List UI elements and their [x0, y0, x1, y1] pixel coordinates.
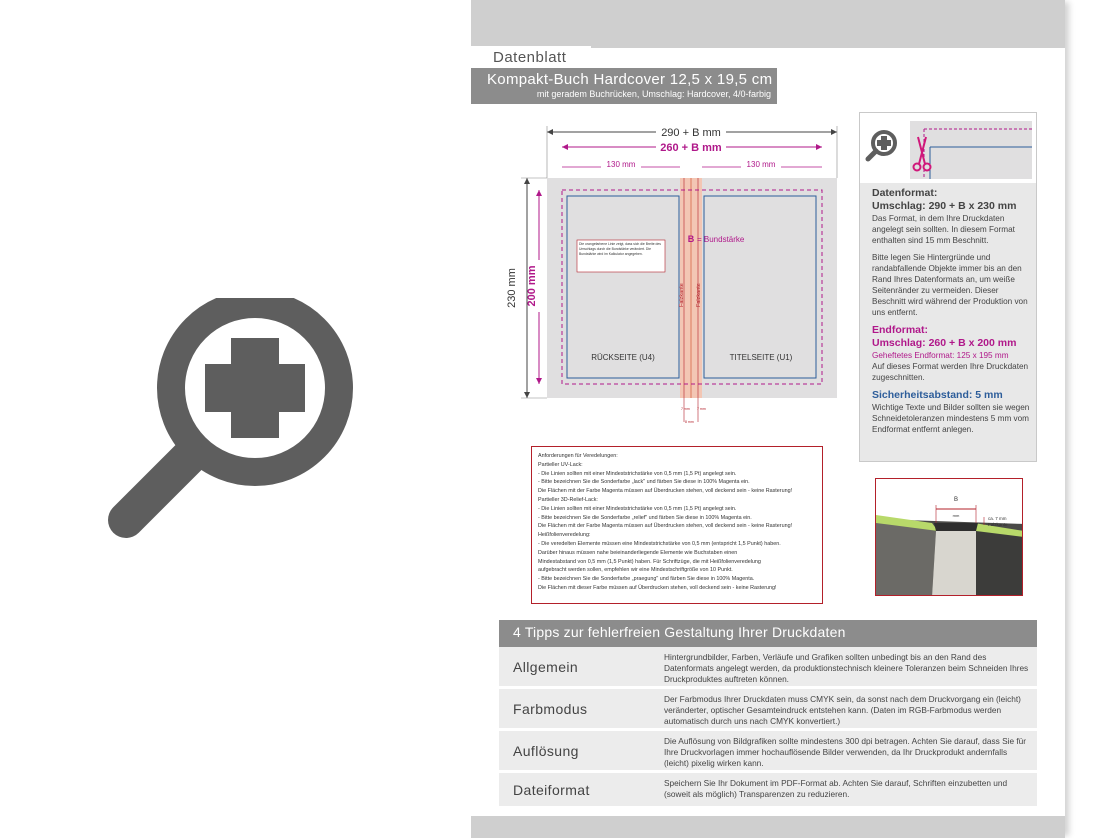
data-format-text: Das Format, in dem Ihre Druckdaten angelegt sein sollten. In diesem Format enthalten sind 15 mm Beschnitt. [872, 214, 1015, 245]
tiny-dim-3: 8 mm [685, 420, 694, 424]
zoom-in-icon[interactable] [108, 298, 358, 548]
small-note: Die orangefarbene Linie zeigt, dass sich die Breite des Umschlags durch die Bundstärke verändert. Die Bundstärke wird im Kalkulator angegeben. [579, 242, 661, 256]
cover-diagram [471, 112, 851, 432]
note-line: - Bitte bezeichnen Sie die Sonderfarbe „lack" und färben Sie diese in 100% Magenta ein. [538, 479, 750, 486]
photo-dim: ca. 7 mm [988, 516, 1007, 521]
note-line: Heißfolienveredelung: [538, 532, 591, 539]
tip-label: Auflösung [513, 743, 579, 759]
tip-text: Speichern Sie Ihr Dokument im PDF-Format ab. Achten Sie darauf, Schriften einzubetten und (soweit als möglich) Transparenzen zu reduzieren. [664, 778, 1008, 799]
tiny-dim-1: 7 mm [681, 407, 690, 411]
note-line: Partieller UV-Lack: [538, 461, 583, 468]
note-line: - Die veredelten Elemente müssen eine Mindeststrichstärke von 0,5 mm (entspricht 1,5 Punkt) haben. [538, 540, 781, 547]
tip-row [499, 647, 1037, 689]
fold-label-right: Falzkante [696, 283, 702, 307]
end-format-text: Auf dieses Format werden Ihre Druckdaten zugeschnitten. [872, 362, 1029, 382]
tip-row [499, 731, 1037, 773]
note-line: Anforderungen für Veredelungen: [538, 453, 618, 459]
photo-mm: mm [952, 513, 960, 518]
title-bar [471, 68, 777, 104]
spine-detail-photo [875, 478, 1023, 596]
dim-half-left: 130 mm [606, 160, 636, 169]
bottom-band [471, 816, 1065, 838]
back-cover-label: RÜCKSEITE (U4) [591, 353, 655, 362]
end-format-value: Umschlag: 260 + B x 200 mm [872, 337, 1017, 349]
format-thumbnail[interactable] [860, 113, 1036, 183]
photo-fold: Falzkante [988, 522, 1008, 527]
dim-outer: 290 + B mm [661, 127, 721, 139]
tip-label: Allgemein [513, 659, 579, 675]
tip-text: Die Auflösung von Bildgrafiken sollte mindestens 300 dpi betragen. Achten Sie darauf, dass Sie für Ihre Druckvorlagen immer hochauflösende Bilder verwenden, da Ihr Druckprodukt andernfalls (leicht) pixelig wirken kann. [664, 736, 1027, 768]
note-line: Die Flächen mit der Farbe Magenta müssen auf Überdrucken stehen, voll deckend sein - keine Rasterung! [538, 523, 793, 530]
data-format-value: Umschlag: 290 + B x 230 mm [872, 200, 1017, 212]
finishing-requirements-box [531, 446, 823, 604]
tips-heading: 4 Tipps zur fehlerfreien Gestaltung Ihrer Druckdaten [499, 620, 1037, 647]
spine-b: B [687, 234, 695, 244]
safety-text: Wichtige Texte und Bilder sollten sie wegen Schneidetoleranzen mindestens 5 mm vom Endformat entfernt anlegen. [872, 403, 1030, 434]
end-format-heading: Endformat: [872, 324, 928, 336]
note-line: - Die Linien sollten mit einer Mindeststrichstärke von 0,5 mm (1,5 Pt) angelegt sein. [538, 470, 737, 477]
tip-label: Dateiformat [513, 782, 590, 798]
tip-row [499, 773, 1037, 809]
front-cover-label: TITELSEITE (U1) [729, 353, 793, 362]
stapled-format: Geheftetes Endformat: 125 x 195 mm [872, 351, 1009, 360]
dim-height-outer: 230 mm [506, 268, 518, 308]
doc-tag: Datenblatt [471, 46, 591, 68]
doc-title: Kompakt-Buch Hardcover 12,5 x 19,5 cm [487, 71, 773, 88]
top-band [471, 0, 1065, 48]
dim-height-inner: 200 mm [526, 265, 538, 307]
data-format-heading: Datenformat: [872, 187, 938, 199]
datasheet-page [471, 0, 1065, 838]
note-line: - Bitte bezeichnen Sie die Sonderfarbe „relief" und färben Sie diese in 100% Magenta ein. [538, 514, 752, 521]
tips-table [499, 620, 1037, 816]
dim-inner: 260 + B mm [660, 142, 722, 154]
tip-text: Der Farbmodus Ihrer Druckdaten muss CMYK sein, da sonst nach dem Druckvorgang ein (leicht) veränderter, optischer Gesamteindruck entstehen kann. (Daten im RGB-Farbmodus werden automatisch durch uns nach CMYK konvertiert.) [664, 694, 1021, 726]
note-line: Die Flächen mit der Farbe Magenta müssen auf Überdrucken stehen, voll deckend sein - keine Rasterung! [538, 488, 793, 495]
spine-label: = Bundstärke [697, 235, 745, 244]
fold-label-left: Falzkante [679, 283, 685, 307]
note-line: Mindestabstand von 0,5 mm (1,5 Punkt) haben. Für Schriftzüge, die mit Heißfolienveredelung [538, 558, 761, 565]
note-line: Die Flächen mit dieser Farbe müssen auf Überdrucken stehen, voll deckend sein - keine Rasterung! [538, 584, 777, 591]
tiny-dim-2: 7 mm [697, 407, 706, 411]
dim-half-right: 130 mm [746, 160, 776, 169]
note-line: Partieller 3D-Relief-Lack: [538, 496, 598, 503]
format-info-panel [859, 112, 1037, 462]
note-line: - Die Linien sollten mit einer Mindeststrichstärke von 0,5 mm (1,5 Pt) angelegt sein. [538, 505, 737, 512]
note-line: aufgebracht werden sollen, empfehlen wir eine Mindestschriftgröße von 10 Punkt. [538, 567, 733, 574]
tip-row [499, 689, 1037, 731]
tip-text: Hintergrundbilder, Farben, Verläufe und Grafiken sollten unbedingt bis an den Rand des Datenformats angelegt werden, da produktionstechnisch kleinere Toleranzen beim Schneiden Ihres Druckproduktes auftreten können. [664, 652, 1029, 684]
bleed-text: Bitte legen Sie Hintergründe und randabfallende Objekte immer bis an den Rand Ihres Datenformats an, um weiße Seitenränder zu vermeiden. Dieser Beschnitt wird während der Produktion von uns entfernt. [872, 253, 1028, 317]
doc-subtitle: mit geradem Buchrücken, Umschlag: Hardcover, 4/0-farbig [536, 89, 771, 99]
note-line: - Bitte bezeichnen Sie die Sonderfarbe „praegung" und färben Sie diese in 100% Magenta. [538, 576, 755, 583]
note-line: Darüber hinaus müssen nahe beieinanderliegende Elemente wie Buchstaben einen [538, 549, 738, 556]
safety-heading: Sicherheitsabstand: 5 mm [872, 389, 1003, 401]
tip-label: Farbmodus [513, 701, 588, 717]
photo-b: B [953, 497, 959, 503]
